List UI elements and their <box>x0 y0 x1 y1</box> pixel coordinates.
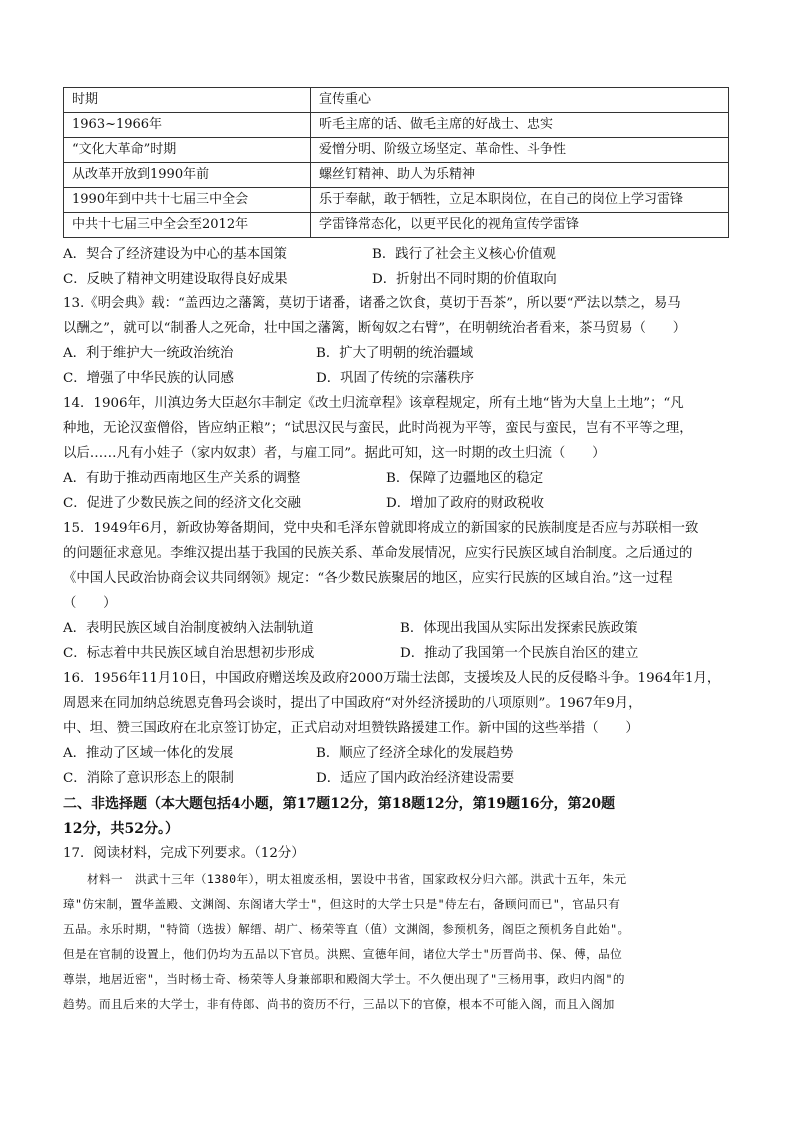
propaganda-table <box>63 87 729 238</box>
material-line: 但是在官制的设置上，他们仍均为五品以下官员。洪熙、宣德年间，诸位大学士"历晋尚书、保、傅，品位 <box>63 947 623 961</box>
q13-option-a[interactable]: A．利于维护大一统政治统治 <box>63 346 234 361</box>
table-row <box>64 213 729 238</box>
section-heading: 二、非选择题（本大题包括4小题，第17题12分，第18题12分，第19题16分，第20题 <box>63 796 616 812</box>
q14-option-a[interactable]: A．有助于推动西南地区生产关系的调整 <box>63 471 301 486</box>
material-line: 趋势。而且后来的大学士，非有侍郎、尚书的资历不行，三品以下的官僚，根本不可能入阁，而且入阁加 <box>63 997 615 1011</box>
table-row <box>64 113 729 138</box>
q14-stem-line: 14．1906年，川滇边务大臣赵尔丰制定《改土归流章程》该章程规定，所有土地“皆为大皇上土地”；“凡 <box>63 396 684 411</box>
q15-option-a[interactable]: A．表明民族区域自治制度被纳入法制轨道 <box>63 621 314 636</box>
q15-option-c[interactable]: C．标志着中共民族区域自治思想初步形成 <box>63 646 315 661</box>
q13-option-c[interactable]: C．增强了中华民族的认同感 <box>63 371 234 386</box>
q13-option-d[interactable]: D．巩固了传统的宗藩秩序 <box>316 371 475 386</box>
table-cell-period: 中共十七届三中全会至2012年 <box>64 213 311 238</box>
q15-option-d[interactable]: D．推动了我国第一个民族自治区的建立 <box>400 646 639 661</box>
q12-option-c[interactable]: C．反映了精神文明建设取得良好成果 <box>63 272 288 287</box>
table-cell-focus: 爱憎分明、阶级立场坚定、革命性、斗争性 <box>311 138 729 163</box>
table-header-row <box>64 88 729 113</box>
q13-stem-line: 以酬之”，就可以“制番人之死命，壮中国之藩篱，断匈奴之右臂”，在明朝统治者看来，茶马贸易（ ） <box>63 321 687 336</box>
q13-option-b[interactable]: B．扩大了明朝的统治疆域 <box>316 346 474 361</box>
q12-option-a[interactable]: A．契合了经济建设为中心的基本国策 <box>63 247 287 262</box>
q15-stem-line: 的问题征求意见。李维汉提出基于我国的民族关系、革命发展情况，应实行民族区域自治制度。之后通过的 <box>63 546 693 561</box>
q16-stem-line: 16．1956年11月10日，中国政府赠送埃及政府2000万瑞士法郎，支援埃及人民的反侵略斗争。1964年1月， <box>63 671 721 686</box>
material-line: 五品。永乐时期，"特简（选拔）解缙、胡广、杨荣等直（值）文渊阁，参预机务，阁臣之预机务自此始"。 <box>63 922 630 936</box>
q17-stem: 17．阅读材料，完成下列要求。（12分） <box>63 846 305 861</box>
table-cell-period: 1963~1966年 <box>64 113 311 138</box>
table-cell-focus: 听毛主席的话、做毛主席的好战士、忠实 <box>311 113 729 138</box>
table-cell-period: “文化大革命”时期 <box>64 138 311 163</box>
q14-stem-line: 以后……凡有小娃子（家内奴隶）者，与雇工同”。据此可知，这一时期的改土归流（ ） <box>63 446 606 461</box>
table-cell-focus: 螺丝钉精神、助人为乐精神 <box>311 163 729 188</box>
q14-option-d[interactable]: D．增加了政府的财政税收 <box>386 496 545 511</box>
q15-stem-line: 15．1949年6月，新政协筹备期间，党中央和毛泽东曾就即将成立的新国家的民族制度是否应与苏联相一致 <box>63 521 699 536</box>
q15-stem-line: 《中国人民政治协商会议共同纲领》规定：“各少数民族聚居的地区，应实行民族的区域自治。”这一过程 <box>63 571 673 586</box>
q14-stem-line: 种地，无论汉蛮僧俗，皆应纳正粮”；“试思汉民与蛮民，此时尚视为平等，蛮民与蛮民，岂有不平等之理， <box>63 421 693 436</box>
q15-stem-line: （ ） <box>63 596 117 611</box>
table-row <box>64 138 729 163</box>
q16-option-c[interactable]: C．消除了意识形态上的限制 <box>63 771 234 786</box>
q16-stem-line: 中、坦、赞三国政府在北京签订协定，正式启动对坦赞铁路援建工作。新中国的这些举措（ ） <box>63 721 639 736</box>
material-line: 尊崇，地居近密"，当时杨士奇、杨荣等人身兼部职和殿阁大学士。不久便出现了"三杨用事，政归内阁"的 <box>63 972 625 986</box>
q16-option-d[interactable]: D．适应了国内政治经济建设需要 <box>316 771 515 786</box>
table-row <box>64 188 729 213</box>
q15-option-b[interactable]: B．体现出我国从实际出发探索民族政策 <box>400 621 638 636</box>
material-line: 璋"仿宋制，置华盖殿、文渊阁、东阁诸大学士"，但这时的大学士只是"侍左右，备顾问而已"，官品只有 <box>63 897 621 911</box>
table-header-cell: 宣传重心 <box>311 88 729 113</box>
q12-option-b[interactable]: B．践行了社会主义核心价值观 <box>372 247 556 262</box>
q14-option-c[interactable]: C．促进了少数民族之间的经济文化交融 <box>63 496 301 511</box>
q12-option-d[interactable]: D．折射出不同时期的价值取向 <box>372 272 557 287</box>
table-row <box>64 163 729 188</box>
q16-option-b[interactable]: B．顺应了经济全球化的发展趋势 <box>316 746 514 761</box>
q16-stem-line: 周恩来在同加纳总统恩克鲁玛会谈时，提出了中国政府“对外经济援助的八项原则”。1967年9月， <box>63 696 642 711</box>
material-line: 材料一 洪武十三年（1380年），明太祖废丞相，罢设中书省，国家政权分归六部。洪武十五年，朱元 <box>63 872 627 886</box>
q13-stem-line: 13.《明会典》载：“盖西边之藩篱，莫切于诸番，诸番之饮食，莫切于吾茶”，所以要“严法以禁之，易马 <box>63 296 681 311</box>
table-cell-period: 1990年到中共十七届三中全会 <box>64 188 311 213</box>
table-cell-focus: 乐于奉献，敢于牺牲，立足本职岗位，在自己的岗位上学习雷锋 <box>311 188 729 213</box>
table-cell-period: 从改革开放到1990年前 <box>64 163 311 188</box>
q14-option-b[interactable]: B．保障了边疆地区的稳定 <box>386 471 544 486</box>
section-heading: 12分，共52分。） <box>63 821 179 837</box>
q16-option-a[interactable]: A．推动了区域一体化的发展 <box>63 746 234 761</box>
table-header-cell: 时期 <box>64 88 311 113</box>
table-cell-focus: 学雷锋常态化，以更平民化的视角宣传学雷锋 <box>311 213 729 238</box>
